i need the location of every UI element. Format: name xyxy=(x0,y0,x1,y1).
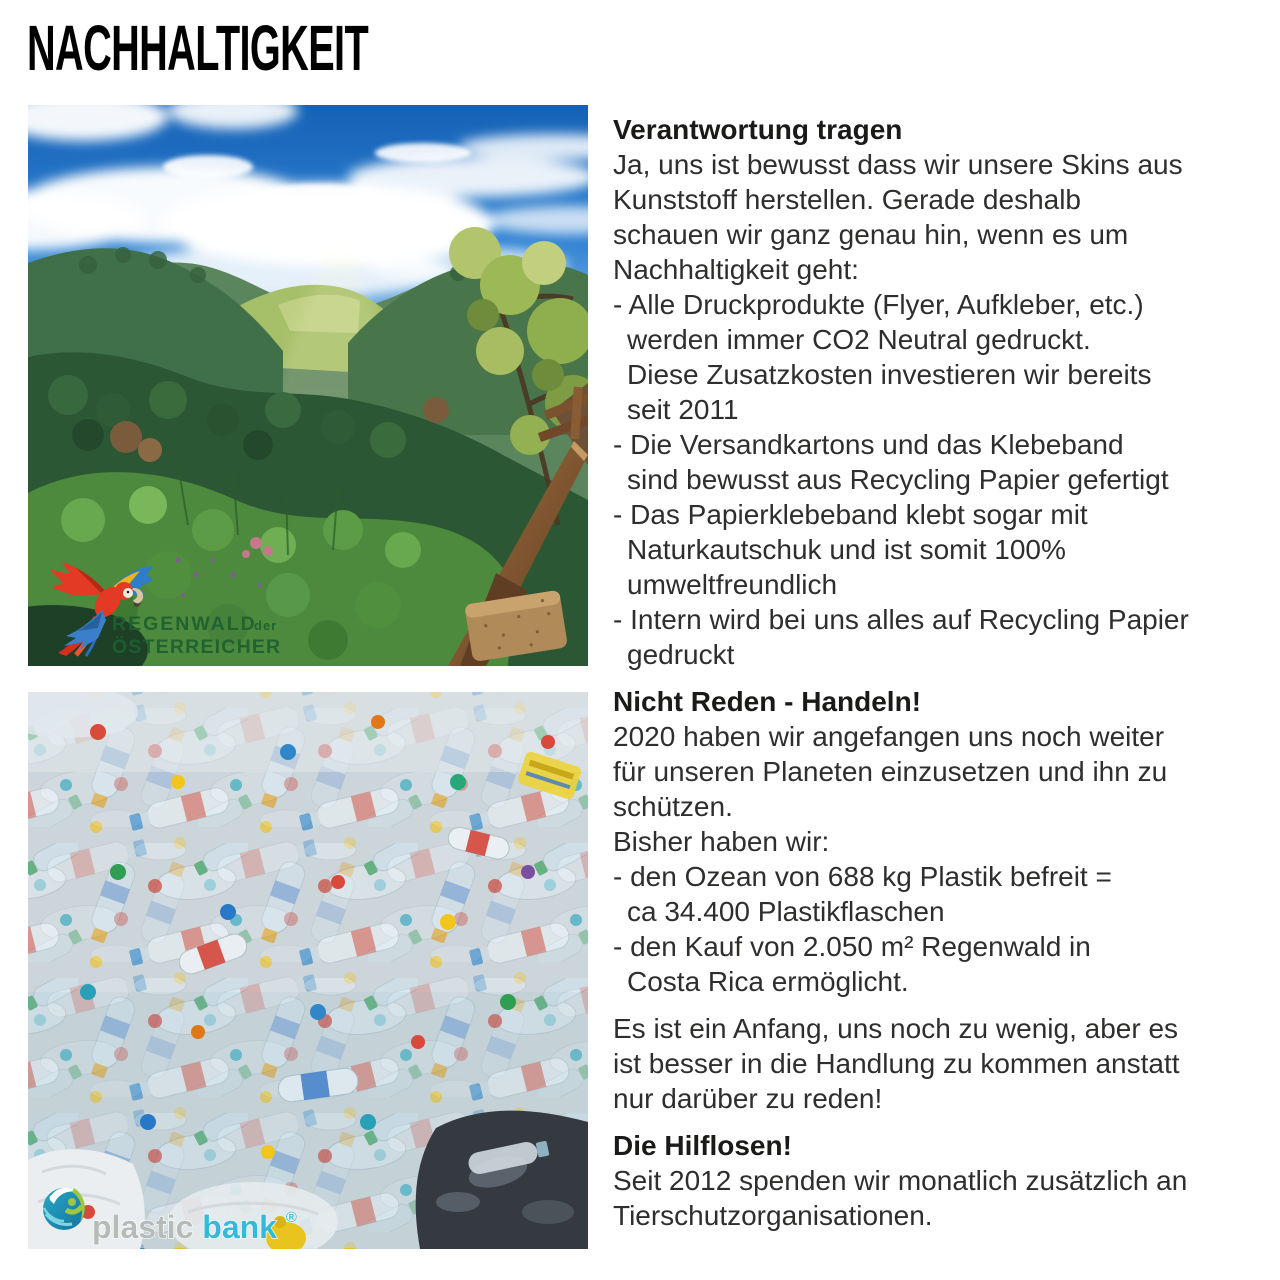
text-line: Naturkautschuk und ist somit 100% xyxy=(627,534,1066,565)
bullet-line: - Die Versandkartons und das Klebeband xyxy=(613,429,1124,460)
plasticbank-wordmark xyxy=(92,1209,297,1245)
section-verantwortung xyxy=(613,112,1273,672)
text-line: seit 2011 xyxy=(627,394,739,425)
bullet-line: - Intern wird bei uns alles auf Recycling Papier xyxy=(613,604,1189,635)
plasticbank-word-plastic: plastic xyxy=(92,1209,194,1245)
bullet-line: - Das Papierklebeband klebt sogar mit xyxy=(613,499,1088,530)
text-line: für unseren Planeten einzusetzen und ihn zu xyxy=(613,756,1168,787)
text-line: ist besser in die Handlung zu kommen anstatt xyxy=(613,1048,1180,1079)
bullet-line: - den Ozean von 688 kg Plastik befreit = xyxy=(613,861,1112,892)
text-line: Costa Rica ermöglicht. xyxy=(627,966,909,997)
rainforest-photo xyxy=(28,105,588,666)
text-line: schauen wir ganz genau hin, wenn es um xyxy=(613,219,1129,250)
text-line: gedruckt xyxy=(627,639,735,670)
text-line: umweltfreundlich xyxy=(627,569,838,600)
rainforest-illustration xyxy=(28,105,588,666)
text-line: 2020 haben wir angefangen uns noch weiter xyxy=(613,721,1165,752)
text-line: Nachhaltigkeit geht: xyxy=(613,254,859,285)
page-title: NACHHALTIGKEIT xyxy=(27,12,369,84)
text-line: Diese Zusatzkosten investieren wir bereits xyxy=(627,359,1152,390)
section-handeln xyxy=(613,684,1273,999)
text-line: Ja, uns ist bewusst dass wir unsere Skins aus xyxy=(613,149,1183,180)
text-line: werden immer CO2 Neutral gedruckt. xyxy=(627,324,1091,355)
text-line: Seit 2012 spenden wir monatlich zusätzlich an xyxy=(613,1165,1188,1196)
text-line: nur darüber zu reden! xyxy=(613,1083,883,1114)
plasticbank-word-bank: bank xyxy=(202,1209,277,1245)
text-line: Es ist ein Anfang, uns noch zu wenig, aber es xyxy=(613,1013,1179,1044)
plastic-bottles-illustration xyxy=(28,692,588,1249)
section-heading: Nicht Reden - Handeln! xyxy=(613,686,922,717)
section-anfang xyxy=(613,1011,1273,1116)
regenwald-logo-line2: ÖSTERREICHER xyxy=(112,636,282,658)
section-heading: Verantwortung tragen xyxy=(613,114,903,145)
text-line: sind bewusst aus Recycling Papier gefertigt xyxy=(627,464,1169,495)
section-heading: Die Hilflosen! xyxy=(613,1130,792,1161)
section-hilflosen xyxy=(613,1128,1273,1233)
text-line: Tierschutzorganisationen. xyxy=(613,1200,933,1231)
text-line: schützen. xyxy=(613,791,733,822)
text-line: Kunststoff herstellen. Gerade deshalb xyxy=(613,184,1082,215)
plastic-bottles-photo xyxy=(28,692,588,1249)
bottle-pile xyxy=(28,692,588,1249)
text-line: Bisher haben wir: xyxy=(613,826,830,857)
bullet-line: - Alle Druckprodukte (Flyer, Aufkleber, etc.) xyxy=(613,289,1144,320)
regenwald-logo-line1: REGENWALD xyxy=(112,613,257,635)
regenwald-wordmark xyxy=(112,613,281,658)
regenwald-logo-der: der xyxy=(254,618,278,633)
text-line: ca 34.400 Plastikflaschen xyxy=(627,896,945,927)
registered-trademark-icon: ® xyxy=(285,1209,297,1226)
bullet-line: - den Kauf von 2.050 m² Regenwald in xyxy=(613,931,1091,962)
text-column xyxy=(613,112,1273,1245)
